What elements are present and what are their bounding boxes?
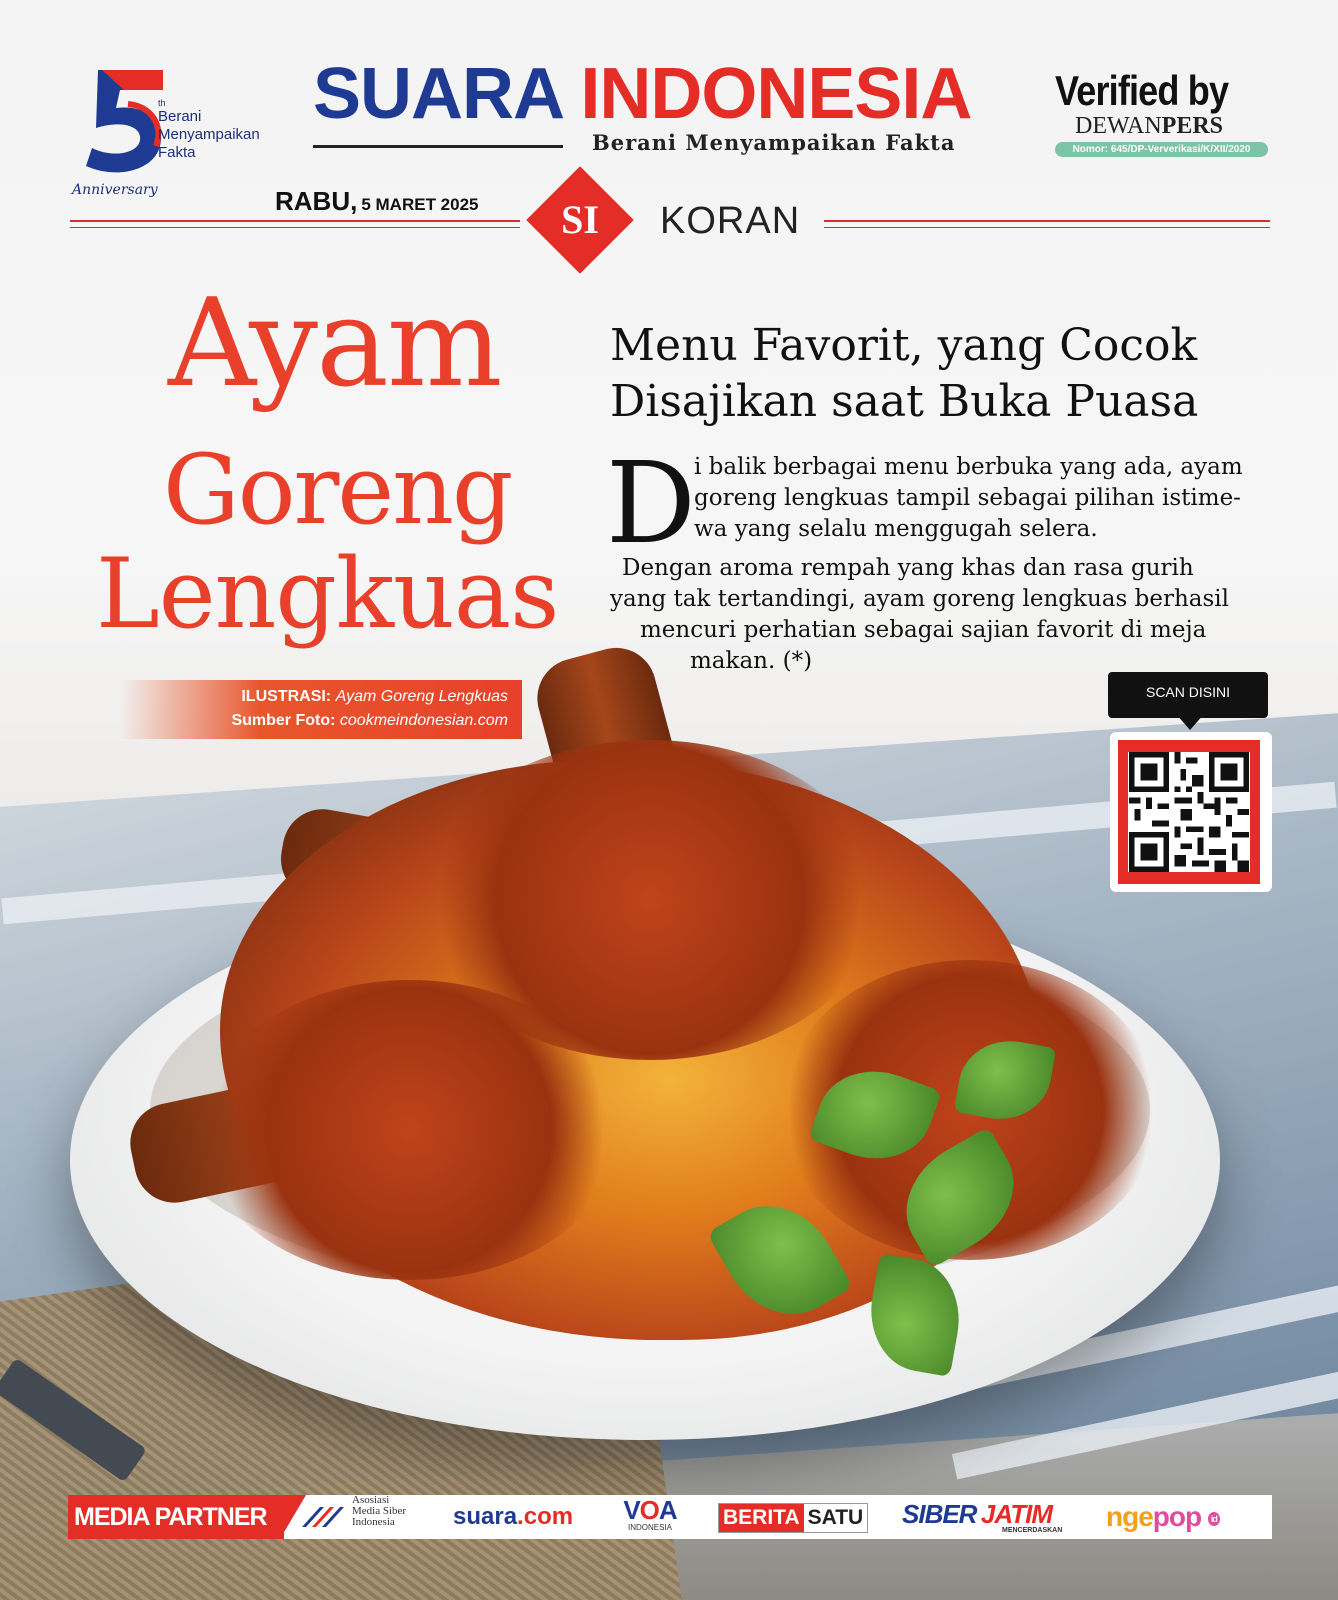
media-partner-label: MEDIA PARTNER xyxy=(68,1495,284,1539)
subheadline-line: Menu Favorit, yang Cocok xyxy=(610,320,1198,371)
amsi-line: Indonesia xyxy=(352,1516,395,1528)
edition-full-date: 5 MARET 2025 xyxy=(361,195,479,214)
subheadline xyxy=(610,318,1310,430)
article-line: mencuri perhatian sebagai sajian favorit di meja xyxy=(640,617,1207,643)
dewan-text: DEWAN xyxy=(1075,113,1162,139)
pers-text: PERS xyxy=(1161,113,1224,139)
tagline-line: Fakta xyxy=(158,144,196,161)
dot-com-text: .com xyxy=(517,1503,574,1530)
brand-slogan: Berani Menyampaikan Fakta xyxy=(592,130,956,155)
amsi-line: Media Siber xyxy=(352,1505,407,1517)
anniversary-tagline xyxy=(158,108,298,162)
red-rule-right xyxy=(824,220,1270,228)
newspaper-brand xyxy=(313,54,972,134)
berita-satu-logo xyxy=(718,1503,868,1533)
brand-indonesia: INDONESIA xyxy=(580,54,972,134)
dewan-pers-logo xyxy=(1055,114,1270,138)
media-partner-bar xyxy=(68,1495,1272,1539)
amsi-text xyxy=(352,1495,406,1528)
edition-date xyxy=(275,186,479,217)
edition-day: RABU, xyxy=(275,186,358,216)
suara-com-logo xyxy=(453,1503,573,1547)
satu-text: SATU xyxy=(807,1506,864,1529)
caption-value: cookmeindonesian.com xyxy=(339,712,508,729)
verified-badge xyxy=(1055,67,1270,157)
suara-text: suara xyxy=(453,1503,518,1530)
anniversary-script: Anniversary xyxy=(72,182,158,198)
headline-line-1: Ayam xyxy=(168,272,501,414)
pop-text: pop xyxy=(1152,1501,1202,1532)
brand-suara: SUARA xyxy=(313,54,562,134)
jatim-text: JATIM xyxy=(980,1499,1052,1529)
drop-cap: D xyxy=(606,439,696,569)
voa-subtitle: INDONESIA xyxy=(627,1523,672,1532)
si-badge-text: SI xyxy=(561,197,599,242)
verified-by-text: Verified by xyxy=(1055,67,1229,114)
galangal-floss xyxy=(200,980,620,1280)
voa-letters xyxy=(620,1497,680,1523)
headline-line-2: Goreng xyxy=(163,434,512,546)
voa-a: A xyxy=(658,1495,677,1525)
voa-o: O xyxy=(639,1495,659,1525)
caption-value: Ayam Goreng Lengkuas xyxy=(335,688,508,705)
caption-illustration xyxy=(241,688,508,706)
voa-v: V xyxy=(623,1495,640,1525)
verification-number: Nomor: 645/DP-Ververikasi/K/XII/2020 xyxy=(1055,142,1268,157)
anniversary-superscript: th xyxy=(158,98,166,108)
amsi-line: Asosiasi xyxy=(352,1494,390,1506)
article-line: i balik berbagai menu berbuka yang ada, ayam xyxy=(694,454,1243,480)
tagline-line: Berani xyxy=(158,108,202,125)
section-name: KORAN xyxy=(660,200,801,242)
five-anniversary-icon xyxy=(68,64,168,176)
headline-line-3: Lengkuas xyxy=(96,538,559,650)
article-line: yang tak tertandingi, ayam goreng lengkuas berhasil xyxy=(610,586,1229,612)
photo-caption xyxy=(120,680,522,739)
article-line: makan. (*) xyxy=(690,648,813,674)
scan-label: SCAN DISINI xyxy=(1108,672,1268,718)
caption-label: ILUSTRASI: xyxy=(241,688,332,705)
siber-tagline: MENCERDASKAN xyxy=(1002,1527,1063,1534)
tagline-line: Menyampaikan xyxy=(158,126,260,143)
berita-text: BERITA xyxy=(719,1504,804,1532)
ngepop-logo xyxy=(1106,1501,1220,1545)
article-line: wa yang selalu menggugah selera. xyxy=(694,516,1098,542)
red-rule-left xyxy=(70,220,520,228)
article-line: Dengan aroma rempah yang khas dan rasa gurih xyxy=(622,555,1194,581)
siber-jatim-logo xyxy=(902,1499,1063,1543)
amsi-stripes-icon xyxy=(300,1505,352,1529)
brand-divider xyxy=(313,145,563,148)
nge-text: nge xyxy=(1106,1501,1153,1532)
voa-logo xyxy=(620,1497,680,1541)
caption-label: Sumber Foto: xyxy=(231,712,336,729)
qr-code-icon[interactable] xyxy=(1128,752,1250,872)
pointer-arrow-icon xyxy=(1176,714,1204,730)
anniversary-logo xyxy=(68,64,288,214)
article-line: goreng lengkuas tampil sebagai pilihan istime- xyxy=(694,485,1241,511)
subheadline-line: Disajikan saat Buka Puasa xyxy=(610,376,1199,427)
caption-source xyxy=(231,712,508,730)
siber-text: SIBER xyxy=(902,1499,977,1529)
id-badge: id xyxy=(1208,1512,1220,1526)
